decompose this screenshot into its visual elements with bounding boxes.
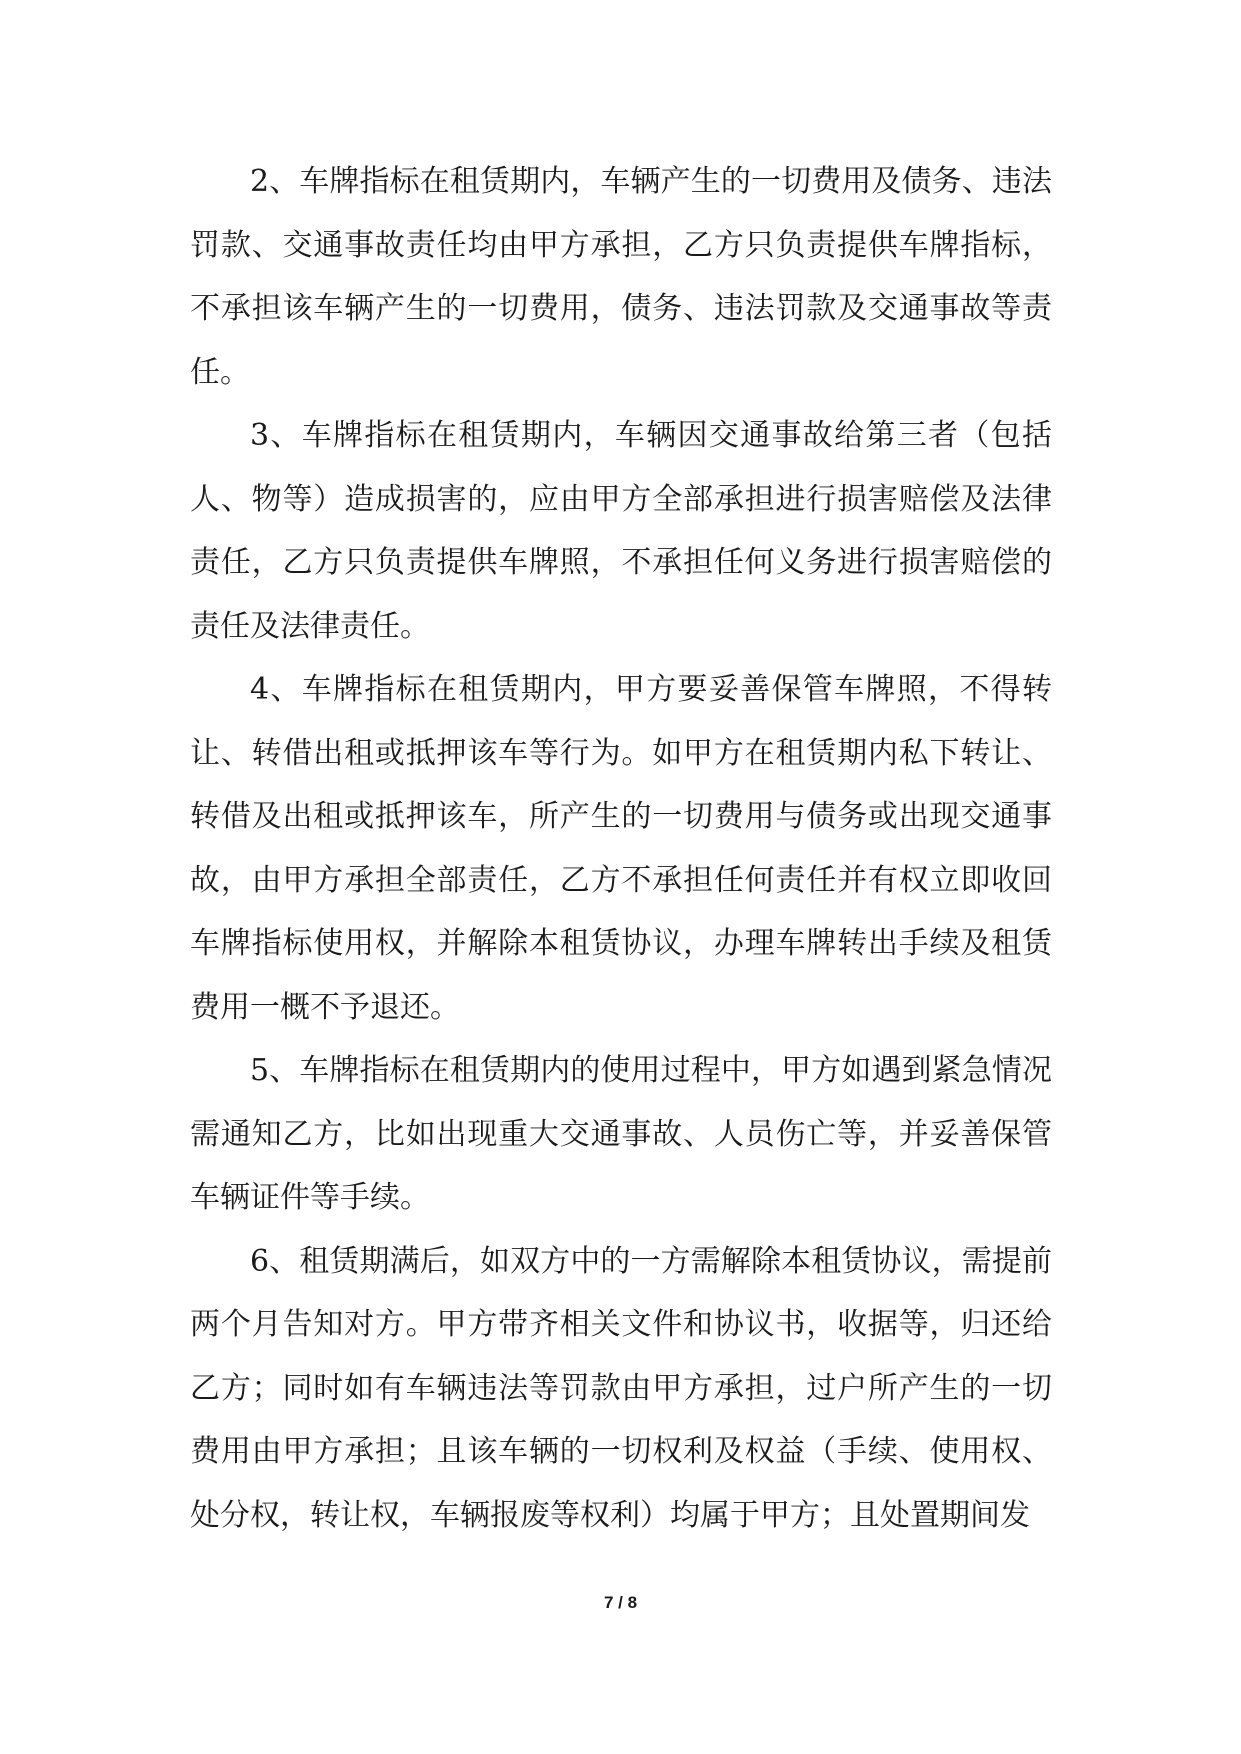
clause-5-paragraph: 5、车牌指标在租赁期内的使用过程中，甲方如遇到紧急情况需通知乙方，比如出现重大交通事故、人员伤亡等，并妥善保管车辆证件等手续。: [190, 1053, 1052, 1215]
page-number: 7 / 8: [603, 1593, 638, 1612]
document-body: [190, 150, 1052, 1547]
clause-4-paragraph: 4、车牌指标在租赁期内，甲方要妥善保管车牌照，不得转让、转借出租或抵押该车等行为。如甲方在租赁期内私下转让、转借及出租或抵押该车，所产生的一切费用与债务或出现交通事故，由甲方承担全部责任，乙方不承担任何责任并有权立即收回车牌指标使用权，并解除本租赁协议，办理车牌转出手续及租赁费用一概不予退还。: [190, 672, 1052, 1025]
clause-3-paragraph: 3、车牌指标在租赁期内，车辆因交通事故给第三者（包括人、物等）造成损害的，应由甲方全部承担进行损害赔偿及法律责任，乙方只负责提供车牌照，不承担任何义务进行损害赔偿的责任及法律责任。: [190, 418, 1052, 644]
clause-2-paragraph: 2、车牌指标在租赁期内，车辆产生的一切费用及债务、违法罚款、交通事故责任均由甲方承担，乙方只负责提供车牌指标，不承担该车辆产生的一切费用，债务、违法罚款及交通事故等责任。: [190, 164, 1052, 390]
clause-6-paragraph: 6、租赁期满后，如双方中的一方需解除本租赁协议，需提前两个月告知对方。甲方带齐相关文件和协议书，收据等，归还给乙方；同时如有车辆违法等罚款由甲方承担，过户所产生的一切费用由甲方承担；且该车辆的一切权利及权益（手续、使用权、处分权，转让权，车辆报废等权利）均属于甲方；且处置期间发: [190, 1243, 1052, 1533]
